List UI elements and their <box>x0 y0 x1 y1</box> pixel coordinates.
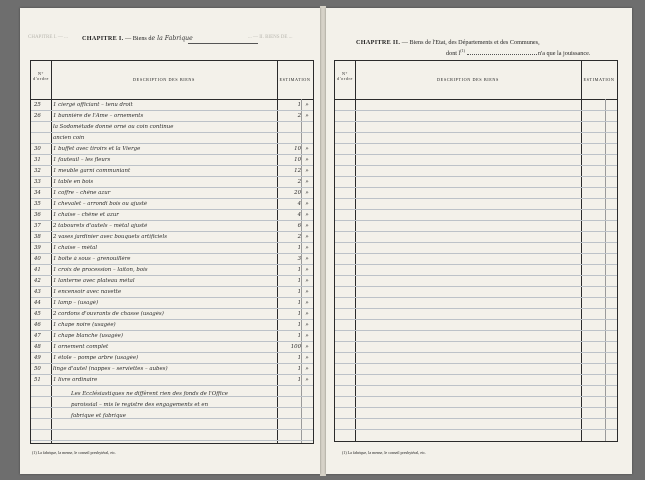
chapter-label: CHAPITRE II. <box>356 39 401 46</box>
row-estimation: 1 <box>297 311 301 317</box>
row-description: 1 lamp – (usagé) <box>53 300 99 306</box>
row-number: 42 <box>34 278 41 284</box>
row-estimation: 1 <box>297 289 301 295</box>
row-number: 38 <box>34 234 41 240</box>
table-row <box>31 167 313 178</box>
chapter-label: CHAPITRE I. <box>82 35 124 42</box>
ruled-line <box>335 396 617 397</box>
row-number: 49 <box>34 355 41 361</box>
ghost-text-left: CHAPITRE I. — ... <box>28 35 68 40</box>
ghost-text-right: ... — II. BIENS DE ... <box>248 35 293 40</box>
row-estimation: 4 <box>297 201 301 207</box>
table-row <box>31 310 313 321</box>
row-estimation: 2 <box>297 113 301 119</box>
row-cents: » <box>305 190 309 196</box>
row-number: 32 <box>34 168 41 174</box>
row-estimation: 100 <box>290 344 301 350</box>
ruled-line <box>335 165 617 166</box>
row-number: 48 <box>34 344 41 350</box>
row-cents: » <box>305 234 309 240</box>
row-cents: » <box>305 355 309 361</box>
row-description: 1 boîte à sous – grenouillère <box>53 256 131 262</box>
row-description: 1 chaise – métal <box>53 245 98 251</box>
table-row <box>31 255 313 266</box>
table-row <box>31 266 313 277</box>
row-cents: » <box>305 212 309 218</box>
table-row <box>31 222 313 233</box>
ruled-line <box>335 253 617 254</box>
row-number: 26 <box>34 113 41 119</box>
row-estimation: 1 <box>297 267 301 273</box>
row-description: 1 meuble garni communiant <box>53 168 131 174</box>
title-handwritten: e la Fabrique <box>151 35 193 42</box>
row-cents: » <box>305 322 309 328</box>
subtitle-suffix: n'a que la jouissance. <box>538 50 591 58</box>
right-page <box>326 8 632 474</box>
col-divider-cents <box>605 99 606 441</box>
row-estimation: 1 <box>297 245 301 251</box>
row-description: 1 croix de procession – laiton, bois <box>53 267 148 273</box>
row-description: 1 chape blanche (usagée) <box>53 333 123 339</box>
row-description: 1 fauteuil – les fleurs <box>53 157 111 163</box>
ruled-line <box>335 297 617 298</box>
row-description: 1 encensoir avec navette <box>53 289 122 295</box>
table-row <box>31 288 313 299</box>
row-cents: » <box>305 333 309 339</box>
table-row <box>31 343 313 354</box>
table-row <box>31 101 313 112</box>
row-estimation: 20 <box>294 190 301 196</box>
row-cents: » <box>305 344 309 350</box>
table-row <box>31 200 313 211</box>
row-number: 31 <box>34 157 41 163</box>
ruled-line <box>31 429 313 430</box>
row-estimation: 10 <box>294 157 301 163</box>
table-row <box>31 277 313 288</box>
row-number: 33 <box>34 179 41 185</box>
row-description: 1 coffre – chêne azur <box>53 190 111 196</box>
row-estimation: 1 <box>297 102 301 108</box>
table-row <box>31 299 313 310</box>
row-estimation: 12 <box>294 168 301 174</box>
row-cents: » <box>305 146 309 152</box>
closing-note-line: fabrique et fabrique <box>71 413 126 419</box>
row-number: 39 <box>34 245 41 251</box>
row-description: 1 chaise – chêne et azur <box>53 212 119 218</box>
row-estimation: 1 <box>297 278 301 284</box>
table-row <box>31 233 313 244</box>
row-description: 1 ornement complet <box>53 344 109 350</box>
ruled-line <box>335 407 617 408</box>
left-page-title <box>82 35 193 42</box>
row-cents: » <box>305 278 309 284</box>
ruled-line <box>335 132 617 133</box>
row-number: 46 <box>34 322 41 328</box>
subtitle-footnote-ref: (1) <box>460 48 465 53</box>
row-number: 50 <box>34 366 41 372</box>
row-number: 40 <box>34 256 41 262</box>
row-description: la Sodométade donné orné ou coin continue <box>53 124 174 130</box>
ruled-line <box>335 176 617 177</box>
col-header-number: N° d'ordre <box>335 61 355 100</box>
ruled-line <box>335 429 617 430</box>
footnote: (1) La fabrique, la mense, le conseil presbytéral, etc. <box>32 450 116 455</box>
row-cents: » <box>305 267 309 273</box>
col-header-estimation: ESTIMATION <box>581 61 617 100</box>
row-cents: » <box>305 223 309 229</box>
ruled-line <box>335 187 617 188</box>
ruled-line <box>335 330 617 331</box>
ruled-line <box>335 110 617 111</box>
subtitle-blank <box>467 54 537 55</box>
ruled-line <box>335 143 617 144</box>
row-cents: » <box>305 289 309 295</box>
table-row <box>31 211 313 222</box>
row-cents: » <box>305 168 309 174</box>
ruled-line <box>335 286 617 287</box>
right-page-subtitle <box>446 48 590 57</box>
table-row <box>31 321 313 332</box>
table-row <box>31 354 313 365</box>
row-estimation: 2 <box>297 234 301 240</box>
col-divider <box>581 61 582 441</box>
row-cents: » <box>305 377 309 383</box>
row-description: 1 chape noire (usagée) <box>53 322 116 328</box>
table-row <box>31 189 313 200</box>
ruled-line <box>335 385 617 386</box>
row-estimation: 3 <box>297 256 301 262</box>
col-header-description: DESCRIPTION DES BIENS <box>51 61 277 100</box>
row-cents: » <box>305 113 309 119</box>
row-description: 2 tabourets d'autels – métal ajusté <box>53 223 148 229</box>
table-row <box>31 365 313 376</box>
table-row <box>31 112 313 123</box>
row-number: 44 <box>34 300 41 306</box>
right-page-title <box>356 39 540 46</box>
table-row <box>31 332 313 343</box>
row-number: 43 <box>34 289 41 295</box>
row-number: 45 <box>34 311 41 317</box>
closing-note-line: paroissial – mis le registre des engagements et en <box>71 402 209 408</box>
row-number: 51 <box>34 377 41 383</box>
row-number: 37 <box>34 223 41 229</box>
row-cents: » <box>305 102 309 108</box>
row-estimation: 1 <box>297 333 301 339</box>
ruled-line <box>335 319 617 320</box>
row-estimation: 2 <box>297 179 301 185</box>
row-description: ancien coin <box>53 135 85 141</box>
table-row <box>31 123 313 134</box>
col-divider <box>355 61 356 441</box>
row-number: 34 <box>34 190 41 196</box>
row-description: 1 bannière de l'Ame – ornements <box>53 113 144 119</box>
row-description: 1 lanterne avec plateau métal <box>53 278 135 284</box>
row-number: 30 <box>34 146 41 152</box>
table-row <box>31 244 313 255</box>
row-estimation: 6 <box>297 223 301 229</box>
row-description: 2 cordons d'ouvrants de chasse (usagés) <box>53 311 164 317</box>
ruled-line <box>335 418 617 419</box>
ruled-line <box>335 352 617 353</box>
row-number: 35 <box>34 201 41 207</box>
footnote: (1) La fabrique, la mense, le conseil presbytéral, etc. <box>342 450 426 455</box>
row-estimation: 1 <box>297 377 301 383</box>
row-estimation: 10 <box>294 146 301 152</box>
row-cents: » <box>305 366 309 372</box>
row-estimation: 1 <box>297 366 301 372</box>
row-cents: » <box>305 300 309 306</box>
row-estimation: 4 <box>297 212 301 218</box>
ruled-line <box>335 363 617 364</box>
col-header-description: DESCRIPTION DES BIENS <box>355 61 581 100</box>
row-estimation: 1 <box>297 300 301 306</box>
ruled-line <box>335 242 617 243</box>
ruled-line <box>335 308 617 309</box>
row-estimation: 1 <box>297 322 301 328</box>
row-cents: » <box>305 256 309 262</box>
ruled-line <box>335 220 617 221</box>
ruled-line <box>335 374 617 375</box>
left-page <box>20 8 320 474</box>
closing-note-line: Les Ecclésiastiques ne diffèrent rien des fonds de l'Office <box>71 391 228 397</box>
ruled-line <box>335 121 617 122</box>
right-ledger-table <box>334 60 618 442</box>
ruled-line <box>335 154 617 155</box>
row-cents: » <box>305 201 309 207</box>
col-header-number: N° d'ordre <box>31 61 51 100</box>
ruled-line <box>335 264 617 265</box>
ruled-line <box>335 209 617 210</box>
title-underline <box>188 43 258 44</box>
row-cents: » <box>305 157 309 163</box>
col-header-estimation: ESTIMATION <box>277 61 313 100</box>
title-text: — Biens de l'Etat, des Départements et des Communes, <box>401 39 540 46</box>
row-description: 1 table en bois <box>53 179 94 185</box>
title-prefix: — Biens d <box>125 35 152 42</box>
row-description: 1 livre ordinaire <box>53 377 98 383</box>
row-description: linge d'autel (nappes – serviettes – aubes) <box>53 366 168 372</box>
row-number: 47 <box>34 333 41 339</box>
row-description: 1 buffet avec tiroirs et la Vierge <box>53 146 141 152</box>
row-description: 1 étole – pompe arbre (usagée) <box>53 355 139 361</box>
row-description: 1 ciergé officiant – tenu droit <box>53 102 133 108</box>
row-description: 2 vases jardinier avec bouquets artificiels <box>53 234 167 240</box>
row-number: 25 <box>34 102 41 108</box>
row-number: 36 <box>34 212 41 218</box>
ruled-line <box>31 440 313 441</box>
ruled-line <box>335 275 617 276</box>
left-ledger-table <box>30 60 314 444</box>
row-number: 41 <box>34 267 41 273</box>
table-row <box>31 178 313 189</box>
subtitle-prefix: dont l <box>446 50 461 58</box>
row-cents: » <box>305 179 309 185</box>
row-estimation: 1 <box>297 355 301 361</box>
ruled-line <box>335 341 617 342</box>
ruled-line <box>335 198 617 199</box>
table-row <box>31 145 313 156</box>
row-description: 1 chevalet – arrondi bois ou ajusté <box>53 201 148 207</box>
table-row <box>31 376 313 387</box>
row-cents: » <box>305 311 309 317</box>
row-cents: » <box>305 245 309 251</box>
table-row <box>31 134 313 145</box>
table-row <box>31 156 313 167</box>
ruled-line <box>335 231 617 232</box>
